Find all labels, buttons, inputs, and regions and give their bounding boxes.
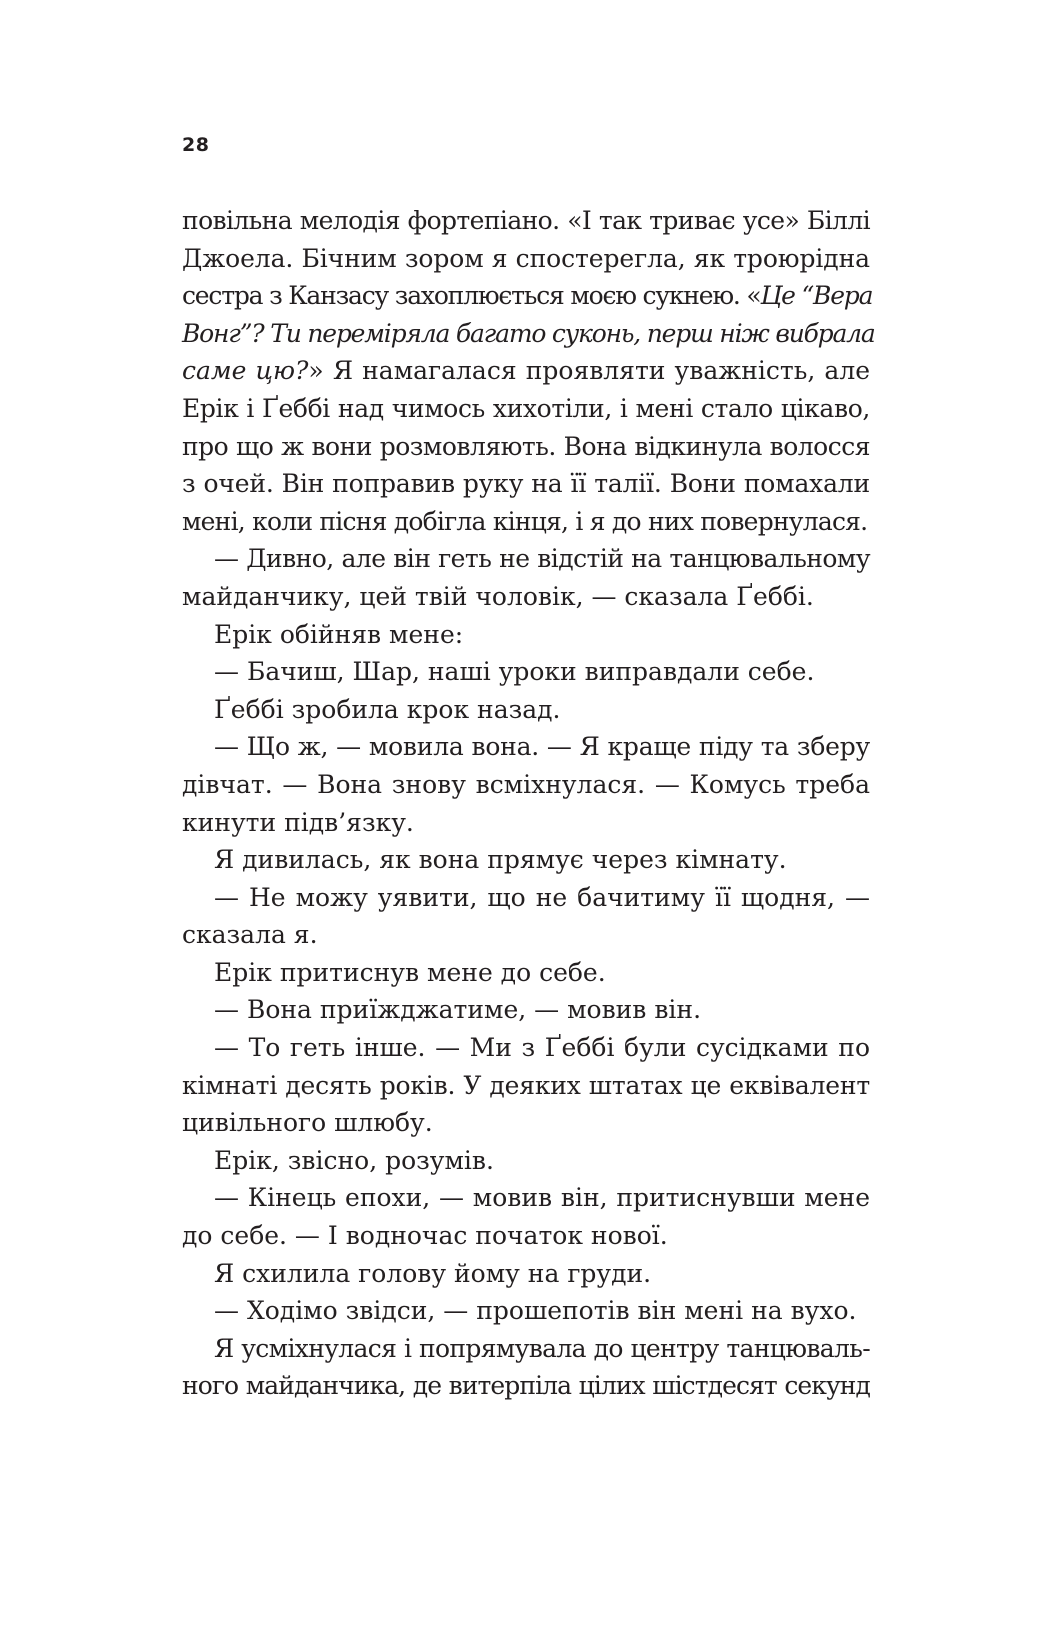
paragraph: [182, 1292, 870, 1330]
text-line: — Не можу уявити, що не бачитиму її щодня, —: [214, 882, 870, 912]
paragraph: [182, 1142, 870, 1180]
text-line: ного майданчика, де витерпіла цілих шістдесят секунд: [182, 1371, 870, 1401]
paragraph: [182, 691, 870, 729]
text-line: Ґеббі зробила крок назад.: [214, 694, 561, 724]
body-text: [182, 202, 875, 1405]
text-run: сестра з Канзасу захоплюється моєю сукнею. «: [182, 281, 761, 311]
text-line: — Ходімо звідси, — прошепотів він мені на вухо.: [214, 1296, 857, 1326]
text-line: про що ж вони розмовляють. Вона відкинула волосся: [182, 431, 870, 461]
text-line: Я усміхнулася і попрямувала до центру танцюваль-: [214, 1333, 870, 1363]
text-line: — Що ж, — мовила вона. — Я краще піду та зберу: [214, 732, 870, 762]
text-line: дівчат. — Вона знову всміхнулася. — Комусь треба: [182, 769, 870, 799]
text-line: цивільного шлюбу.: [182, 1108, 433, 1138]
paragraph: [182, 1255, 870, 1293]
text-line: — Бачиш, Шар, наші уроки виправдали себе.: [214, 657, 815, 687]
text-line: Ерік і Ґеббі над чимось хихотіли, і мені стало цікаво,: [182, 393, 870, 423]
paragraph: [182, 653, 870, 691]
text-line: Вонг”? Ти переміряла багато суконь, перш ніж вибрала: [182, 318, 875, 348]
text-line: кімнаті десять років. У деяких штатах це еквівалент: [182, 1070, 870, 1100]
paragraph: [182, 879, 870, 954]
paragraph: [182, 1029, 870, 1142]
text-run: » Я намагалася проявляти уважність, але: [308, 356, 870, 386]
text-line: — Кінець епохи, — мовив він, притиснувши мене: [214, 1183, 870, 1213]
paragraph: [182, 1330, 870, 1405]
text-line: Я схилила голову йому на груди.: [214, 1258, 652, 1288]
text-line: до себе. — І водночас початок нової.: [182, 1221, 668, 1251]
italic-text-run: саме цю?: [182, 356, 309, 386]
text-line: Джоела. Бічним зором я спостерегла, як троюрідна: [182, 243, 870, 273]
text-line: [182, 352, 870, 390]
italic-text-run: Це “Вера: [760, 281, 873, 311]
text-line: сказала я.: [182, 920, 318, 950]
text-line: з очей. Він поправив руку на її талії. Вони помахали: [182, 469, 870, 499]
text-line: Я дивилась, як вона прямує через кімнату.: [214, 845, 787, 875]
text-line: мені, коли пісня добігла кінця, і я до них повернулася.: [182, 506, 868, 536]
paragraph: [182, 616, 870, 654]
paragraph: [182, 954, 870, 992]
paragraph: [182, 202, 875, 540]
text-line: Ерік, звісно, розумів.: [214, 1145, 494, 1175]
text-line: Ерік притиснув мене до себе.: [214, 957, 606, 987]
paragraph: [182, 991, 870, 1029]
text-line: кинути підв’язку.: [182, 807, 414, 837]
text-line: — То геть інше. — Ми з Ґеббі були сусідками по: [214, 1033, 870, 1063]
text-line: — Дивно, але він геть не відстій на танцювальному: [214, 544, 870, 574]
paragraph: [182, 728, 870, 841]
text-line: майданчику, цей твій чоловік, — сказала Ґеббі.: [182, 581, 814, 611]
text-line: — Вона приїжджатиме, — мовив він.: [214, 995, 702, 1025]
text-line: Ерік обійняв мене:: [214, 619, 464, 649]
paragraph: [182, 1179, 870, 1254]
text-line: повільна мелодія фортепіано. «І так триває усе» Біллі: [182, 206, 870, 235]
page-number: 28: [182, 134, 210, 156]
text-line: [182, 277, 873, 315]
paragraph: [182, 841, 870, 879]
paragraph: [182, 540, 870, 615]
